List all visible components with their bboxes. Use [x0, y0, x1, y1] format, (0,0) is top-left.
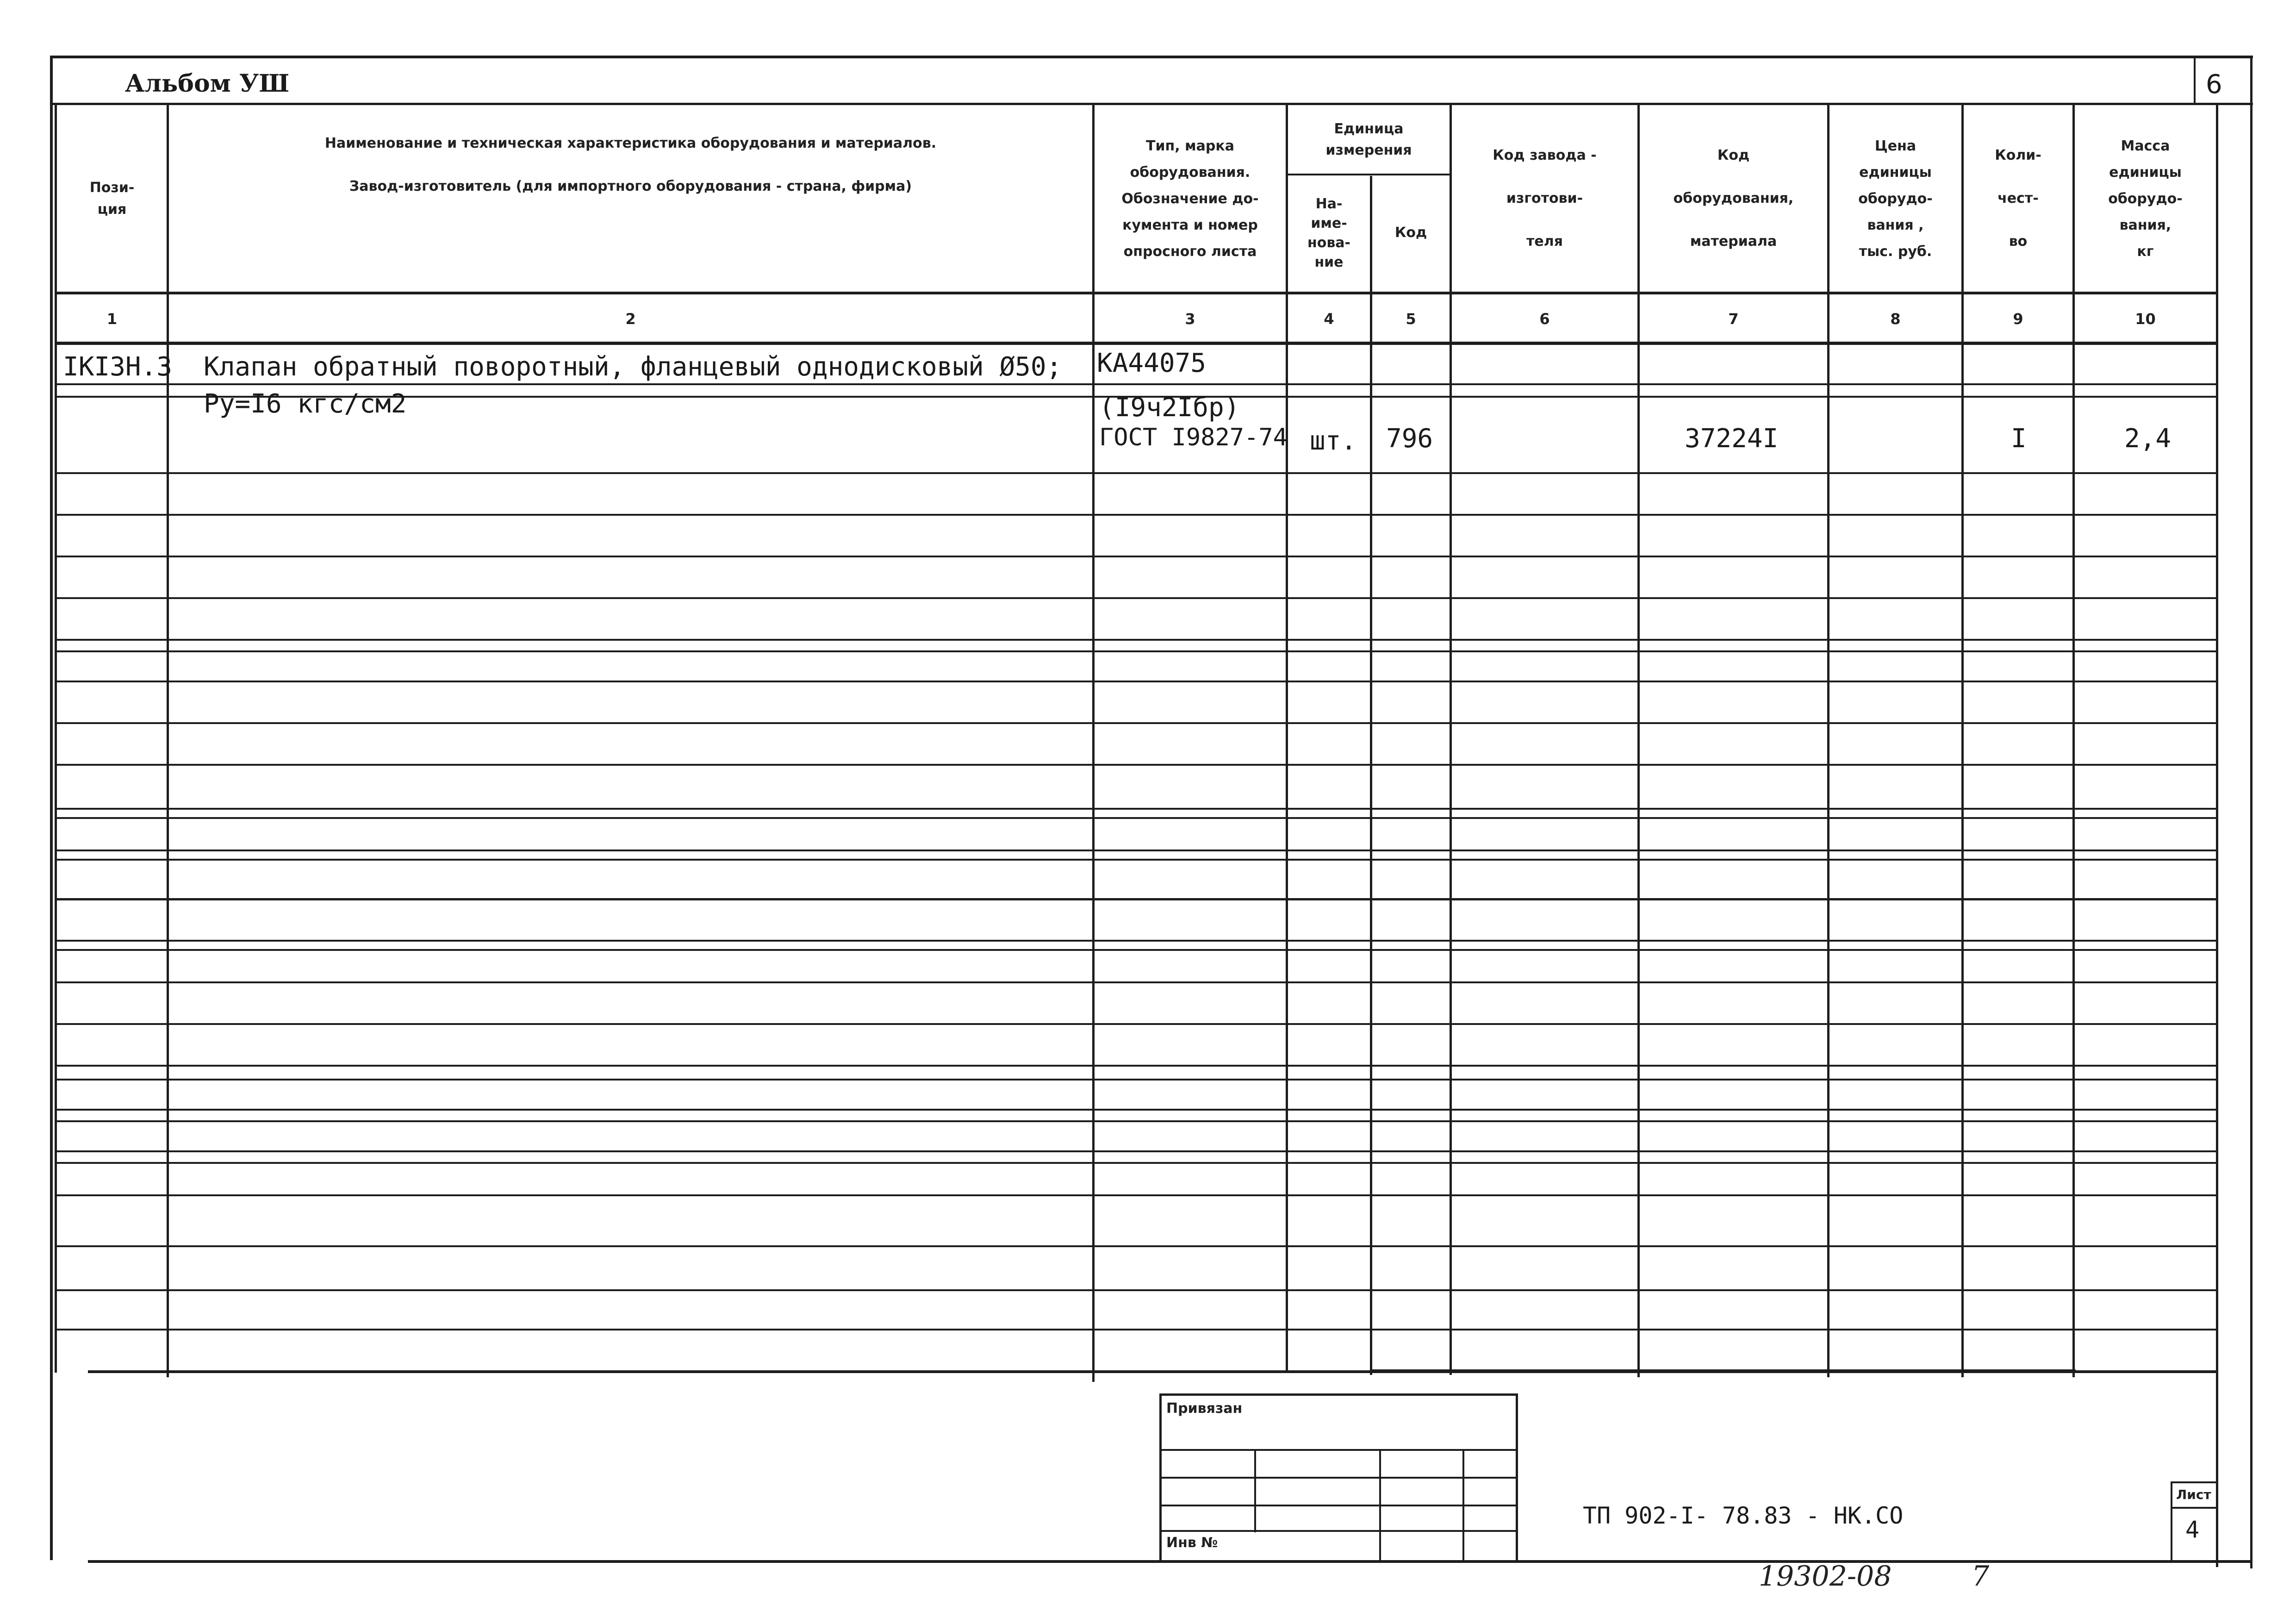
row-line-9 [55, 681, 2218, 682]
table-body-bottom-bold [1370, 1369, 2076, 1373]
col-10-caption: Масса единицы оборудо- вания, кг [2108, 138, 2183, 260]
row-line-20 [55, 1023, 2218, 1025]
col-2-number: 2 [625, 310, 636, 328]
row-line-15 [55, 859, 2218, 861]
col-3-number: 3 [1185, 310, 1195, 328]
document-code: ТП 902-I- 78.83 - НК.СО [1583, 1502, 1904, 1529]
table-left-edge [55, 104, 57, 1373]
col-divider-3 [1286, 104, 1288, 1373]
row-3-quantity: I [2011, 424, 2027, 454]
col-7-caption: Код оборудования, материала [1673, 147, 1794, 250]
sheet-label: Лист [2176, 1487, 2211, 1502]
row-line-4 [55, 514, 2218, 516]
row-line-10 [55, 722, 2218, 724]
row-3-unit-name: шт. [1310, 426, 1357, 456]
stamp-bound-label: Привязан [1166, 1400, 1243, 1417]
stamp-col-line-1 [1254, 1449, 1256, 1532]
sheet-box-left [2171, 1481, 2172, 1561]
row-line-11 [55, 764, 2218, 766]
frame-top-line [50, 56, 2253, 58]
col-divider-9 [2072, 104, 2075, 1377]
row-line-8 [55, 650, 2218, 652]
frame-bottom-line [88, 1560, 2252, 1563]
col-1-caption: Пози- ция [89, 180, 135, 218]
row-line-13 [55, 817, 2218, 819]
handwritten-page-mark: 7 [1972, 1560, 1990, 1593]
sheet-box-mid [2171, 1507, 2217, 1509]
col-divider-8 [1961, 104, 1964, 1377]
col-6-number: 6 [1539, 310, 1550, 328]
row-line-21 [55, 1065, 2218, 1067]
col-5-number: 5 [1406, 310, 1416, 328]
row-line-7 [55, 639, 2218, 641]
col-divider-2 [1092, 104, 1095, 1382]
row-line-29 [55, 1289, 2218, 1291]
row-line-5 [55, 556, 2218, 557]
col-divider-7 [1827, 104, 1829, 1377]
sheet-number: 4 [2185, 1516, 2200, 1543]
col-2-caption: Наименование и техническая характеристика оборудования и материалов. Завод-изготовитель (для импортного оборудования - страна, фирма) [324, 135, 937, 195]
col-3-caption: Тип, марка оборудования. Обозначение до- кумента и номер опросного листа [1121, 138, 1259, 260]
album-title: Альбом УШ [125, 69, 290, 98]
row-line-27 [55, 1194, 2218, 1196]
col-9-caption: Коли- чест- во [1995, 147, 2041, 250]
frame-left-line [50, 56, 53, 1560]
col-4-caption: На- име- нова- ние [1307, 195, 1351, 270]
col-6-caption: Код завода - изготови- теля [1493, 147, 1597, 250]
row-1-name: Клапан обратный поворотный, фланцевый однодисковый Ø50; [204, 352, 1062, 382]
page-number: 6 [2206, 69, 2222, 100]
row-line-3 [55, 472, 2218, 474]
col-8-caption: Цена единицы оборудо- вания , тыс. руб. [1858, 138, 1933, 260]
col-divider-6 [1637, 104, 1640, 1377]
number-row-bottom-line [55, 342, 2218, 345]
row-line-16 [55, 898, 2218, 900]
row-line-17 [55, 940, 2218, 942]
stamp-inv-label: Инв № [1166, 1535, 1218, 1551]
row-line-30 [55, 1329, 2218, 1330]
stamp-col-line-3 [1462, 1449, 1464, 1561]
header-bottom-line [55, 292, 2218, 294]
handwritten-archive-number: 19302-08 [1759, 1560, 1892, 1593]
stamp-box-top [1159, 1393, 1518, 1396]
col-5-caption: Код [1394, 225, 1427, 241]
row-3-type: ГОСТ I9827-74 [1099, 424, 1288, 451]
row-1-position: IKI3H.3 [63, 352, 173, 382]
unit-group-underline [1286, 174, 1450, 175]
sheet-box-top [2171, 1481, 2217, 1483]
row-3-mass: 2,4 [2124, 424, 2172, 454]
row-line-1 [55, 383, 2218, 385]
row-line-6 [55, 597, 2218, 599]
row-line-19 [55, 981, 2218, 983]
row-line-18 [55, 949, 2218, 951]
row-line-26 [55, 1162, 2218, 1164]
col-1-number: 1 [106, 310, 118, 328]
frame-right-outer-line [2250, 56, 2252, 1568]
row-line-14 [55, 849, 2218, 851]
col-9-number: 9 [2013, 310, 2023, 328]
frame-right-line [2216, 104, 2218, 1567]
page-number-divider [2194, 56, 2196, 104]
col-7-number: 7 [1728, 310, 1739, 328]
col-divider-5 [1450, 104, 1452, 1375]
row-line-22 [55, 1079, 2218, 1081]
unit-group-caption: Единица измерения [1325, 120, 1412, 158]
col-8-number: 8 [1890, 310, 1901, 328]
row-line-12 [55, 808, 2218, 810]
row-line-24 [55, 1120, 2218, 1122]
row-2-type: (I9ч2Iбр) [1099, 393, 1240, 423]
stamp-col-line-2 [1379, 1449, 1381, 1561]
row-3-unit-code: 796 [1386, 424, 1433, 454]
row-line-28 [55, 1245, 2218, 1247]
album-header-underline [50, 103, 2253, 105]
row-line-25 [55, 1150, 2218, 1152]
row-3-equipment-code: 37224I [1685, 424, 1779, 454]
row-line-23 [55, 1109, 2218, 1111]
col-4-number: 4 [1324, 310, 1334, 328]
row-2-name: Ру=I6 кгс/см2 [204, 389, 407, 419]
col-divider-1 [167, 104, 169, 1377]
col-10-number: 10 [2135, 310, 2156, 328]
row-1-type: KA44075 [1097, 348, 1207, 378]
